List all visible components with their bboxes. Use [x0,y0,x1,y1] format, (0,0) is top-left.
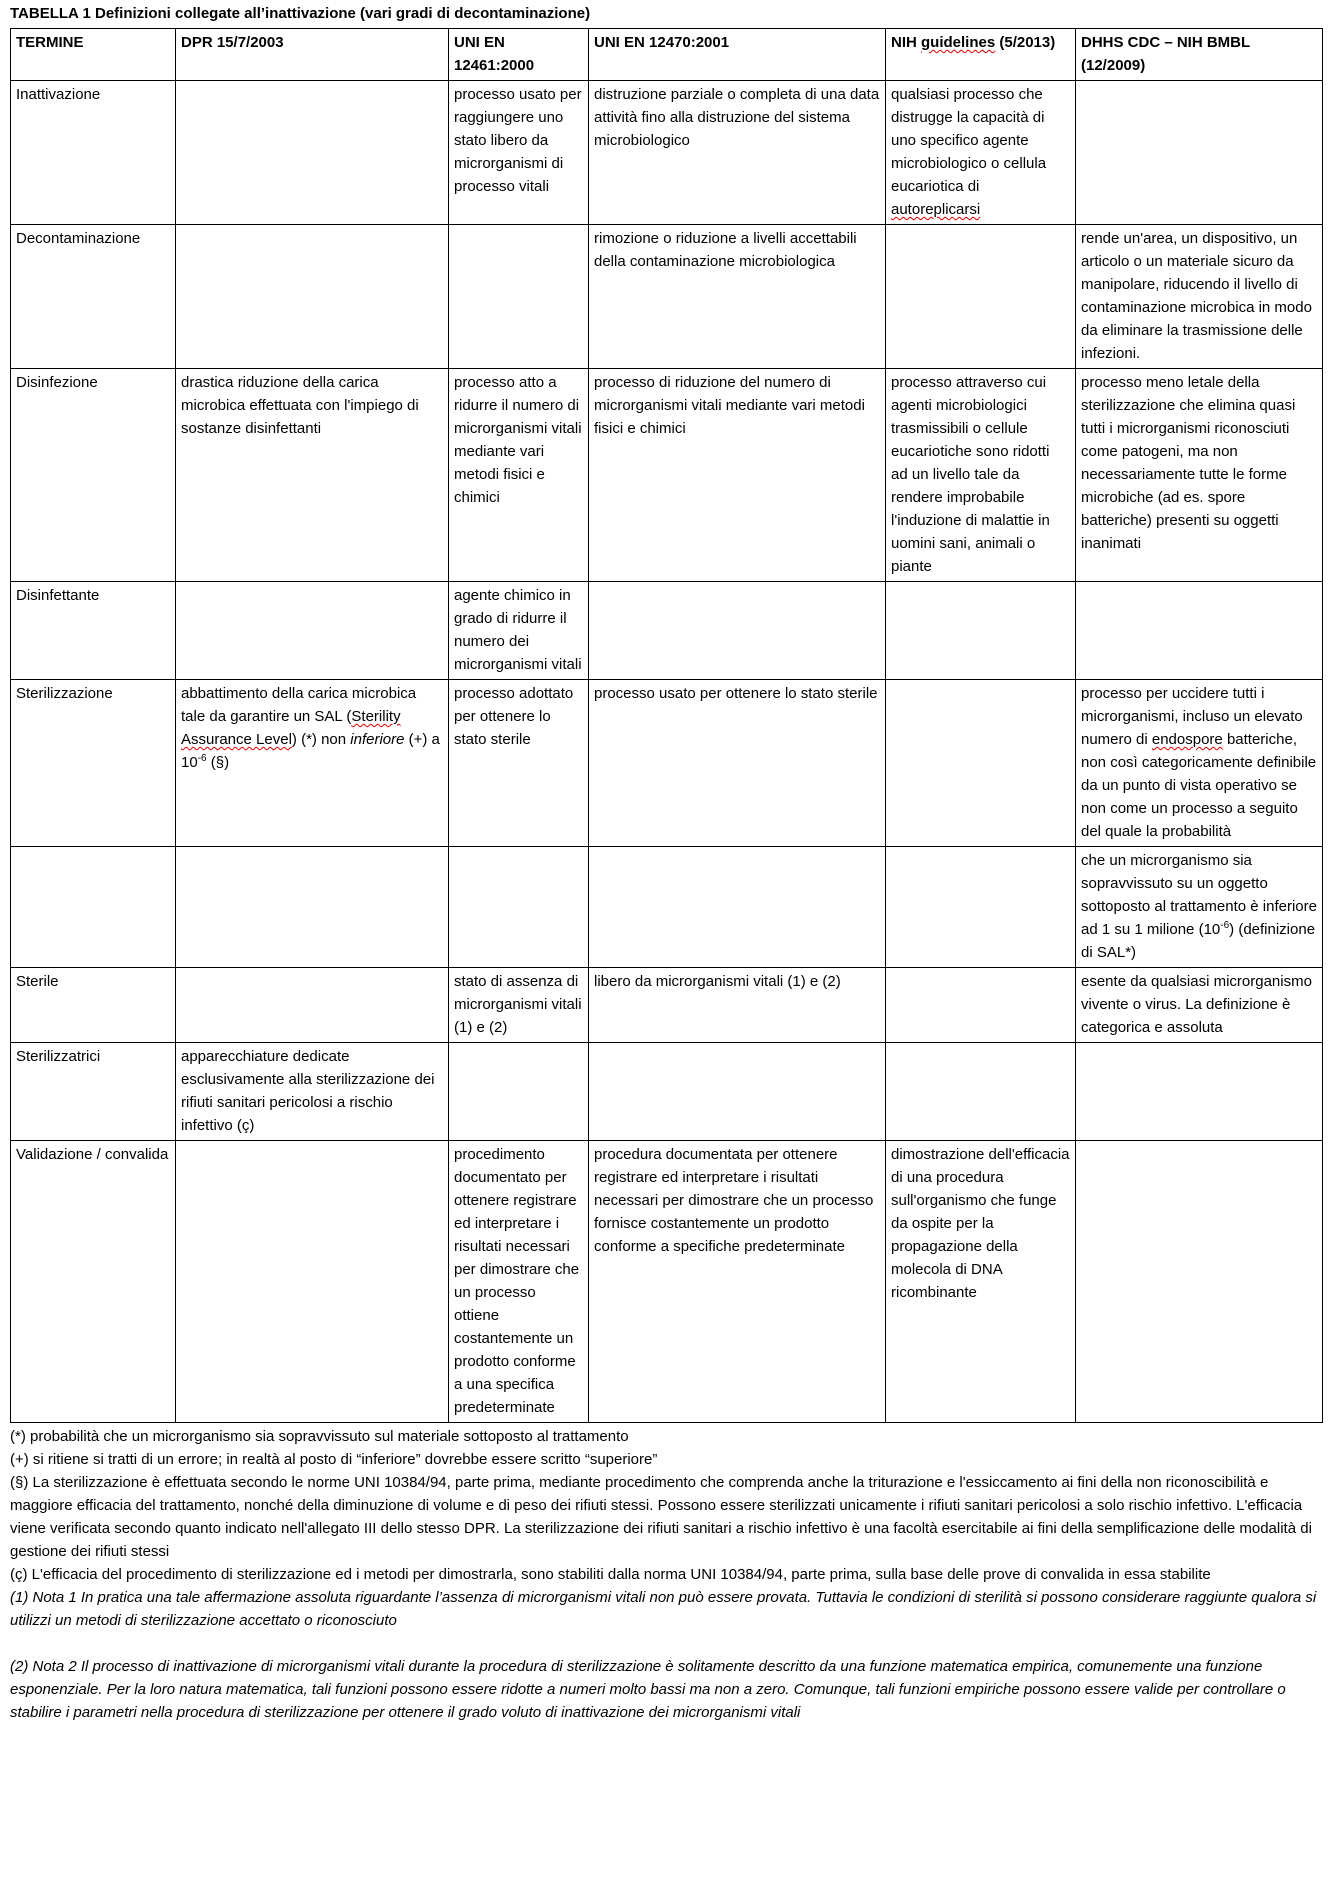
definition-cell [449,1043,589,1141]
table-row [11,847,1323,968]
term-cell: Disinfezione [11,369,176,582]
footnote: (2) Nota 2 Il processo di inattivazione di microrganismi vitali durante la procedura di sterilizzazione è solitamente descritto da una funzione matematica empirica, comunemente una funzione esponenziale. Per la loro natura matematica, tali funzioni possono essere ridotte a numeri molto bassi ma non a zero. Comunque, tali funzioni empiriche possono essere valide per controllare o stabilire i parametri nella procedura di sterilizzazione per ottenere il grado voluto di inattivazione dei microrganismi vitali [10,1658,1286,1721]
footnote: (1) Nota 1 In pratica una tale affermazione assoluta riguardante l’assenza di microrganismi vitali non può essere provata. Tuttavia le condizioni di sterilità si possono considerare raggiunte qualora si utilizzi un metodi di sterilizzazione accettato o riconosciuto [10,1589,1317,1629]
definition-cell [886,680,1076,847]
table-row [11,680,1323,847]
footnote: (+) si ritiene si tratti di un errore; in realtà al posto di “inferiore” dovrebbe essere scritto “superiore” [10,1451,658,1468]
term-cell: Sterilizzatrici [11,1043,176,1141]
footnotes [10,1425,1322,1724]
definition-cell [589,1043,886,1141]
column-header: UNI EN 12461:2000 [449,29,589,81]
definition-cell: procedura documentata per ottenere registrare ed interpretare i risultati necessari per dimostrare che un processo fornisce costantemente un prodotto conforme a specifiche predeterminate [589,1141,886,1423]
definition-cell: distruzione parziale o completa di una data attività fino alla distruzione del sistema microbiologico [589,81,886,225]
definition-cell: rende un'area, un dispositivo, un articolo o un materiale sicuro da manipolare, riducendo il livello di contaminazione microbica in modo da eliminare la trasmissione delle infezioni. [1076,225,1323,369]
term-cell: Sterile [11,968,176,1043]
table-row [11,1141,1323,1423]
table-row [11,81,1323,225]
definition-cell [886,1043,1076,1141]
definition-cell [1076,1043,1323,1141]
table-row [11,968,1323,1043]
table-row [11,225,1323,369]
definition-cell [449,847,589,968]
footnote: (§) La sterilizzazione è effettuata secondo le norme UNI 10384/94, parte prima, mediante procedimento che comprenda anche la triturazione e l'essiccamento ai fini della non riconoscibilità e maggiore efficacia del trattamento, nonché della diminuzione di volume e di peso dei rifiuti stessi. Possono essere sterilizzati unicamente i rifiuti sanitari pericolosi a solo rischio infettivo. L'efficacia viene verificata secondo quanto indicato nell'allegato III dello stesso DPR. La sterilizzazione dei rifiuti sanitari a rischio infettivo è una facoltà esercitabile ai fini della semplificazione delle modalità di gestione dei rifiuti stessi [10,1474,1312,1560]
definition-cell: qualsiasi processo che distrugge la capacità di uno specifico agente microbiologico o cellula eucariotica di autoreplicarsi [886,81,1076,225]
definition-cell [176,847,449,968]
term-cell: Decontaminazione [11,225,176,369]
definition-cell: processo di riduzione del numero di microrganismi vitali mediante vari metodi fisici e chimici [589,369,886,582]
definition-cell: rimozione o riduzione a livelli accettabili della contaminazione microbiologica [589,225,886,369]
definition-cell [886,847,1076,968]
term-cell: Inattivazione [11,81,176,225]
column-header: NIH guidelines (5/2013) [886,29,1076,81]
definition-cell: dimostrazione dell'efficacia di una procedura sull'organismo che funge da ospite per la propagazione della molecola di DNA ricombinante [886,1141,1076,1423]
definition-cell [176,81,449,225]
table-header [11,29,1323,81]
definition-cell: abbattimento della carica microbica tale da garantire un SAL (Sterility Assurance Level) (*) non inferiore (+) a $10^{-6}$ (§) [176,680,449,847]
term-cell [11,847,176,968]
column-header: UNI EN 12470:2001 [589,29,886,81]
definition-cell [1076,81,1323,225]
definition-cell [1076,1141,1323,1423]
definition-cell [589,847,886,968]
definition-cell: processo per uccidere tutti i microrganismi, incluso un elevato numero di endospore batteriche, non così categoricamente definibile da un punto di vista operativo se non come un processo a seguito del quale la probabilità [1076,680,1323,847]
definition-cell [886,968,1076,1043]
definition-cell [1076,582,1323,680]
definition-cell [886,225,1076,369]
footnote: (ç) L'efficacia del procedimento di sterilizzazione ed i metodi per dimostrarla, sono stabiliti dalla norma UNI 10384/94, parte prima, sulla base delle prove di convalida in essa stabilite [10,1566,1211,1583]
column-header: DHHS CDC – NIH BMBL (12/2009) [1076,29,1323,81]
definitions-table [10,28,1323,1423]
definition-cell [176,225,449,369]
definition-cell: che un microrganismo sia sopravvissuto su un oggetto sottoposto al trattamento è inferiore ad 1 su 1 milione $(10^{-6})$ (definizione di SAL*) [1076,847,1323,968]
definition-cell [176,1141,449,1423]
table-body [11,81,1323,1423]
definition-cell: esente da qualsiasi microrganismo vivente o virus. La definizione è categorica e assoluta [1076,968,1323,1043]
definition-cell: processo attraverso cui agenti microbiologici trasmissibili o cellule eucariotiche sono ridotti ad un livello tale da rendere improbabile l'induzione di malattie in uomini sani, animali o piante [886,369,1076,582]
definition-cell: apparecchiature dedicate esclusivamente alla sterilizzazione dei rifiuti sanitari pericolosi a rischio infettivo (ç) [176,1043,449,1141]
definition-cell: drastica riduzione della carica microbica effettuata con l'impiego di sostanze disinfettanti [176,369,449,582]
definition-cell [176,582,449,680]
header-row [11,29,1323,81]
definition-cell: libero da microrganismi vitali (1) e (2) [589,968,886,1043]
definition-cell [886,582,1076,680]
table-row [11,1043,1323,1141]
footnote: (*) probabilità che un microrganismo sia sopravvissuto sul materiale sottoposto al trattamento [10,1428,629,1445]
footnote-spacer [10,1632,1322,1655]
table-title: TABELLA 1 Definizioni collegate all’inattivazione (vari gradi di decontaminazione) [10,5,591,22]
term-cell: Disinfettante [11,582,176,680]
definition-cell [176,968,449,1043]
definition-cell: processo usato per ottenere lo stato sterile [589,680,886,847]
definition-cell: procedimento documentato per ottenere registrare ed interpretare i risultati necessari per dimostrare che un processo ottiene costantemente un prodotto conforme a una specifica predeterminate [449,1141,589,1423]
definition-cell: processo usato per raggiungere uno stato libero da microrganismi di processo vitali [449,81,589,225]
term-cell: Sterilizzazione [11,680,176,847]
definition-cell: processo meno letale della sterilizzazione che elimina quasi tutti i microrganismi riconosciuti come patogeni, ma non necessariamente tutte le forme microbiche (ad es. spore batteriche) presenti su oggetti inanimati [1076,369,1323,582]
definition-cell: processo atto a ridurre il numero di microrganismi vitali mediante vari metodi fisici e chimici [449,369,589,582]
table-row [11,582,1323,680]
definition-cell: processo adottato per ottenere lo stato sterile [449,680,589,847]
term-cell: Validazione / convalida [11,1141,176,1423]
column-header: TERMINE [11,29,176,81]
definition-cell [449,225,589,369]
definition-cell: agente chimico in grado di ridurre il numero dei microrganismi vitali [449,582,589,680]
column-header: DPR 15/7/2003 [176,29,449,81]
definition-cell: stato di assenza di microrganismi vitali (1) e (2) [449,968,589,1043]
table-row [11,369,1323,582]
definition-cell [589,582,886,680]
